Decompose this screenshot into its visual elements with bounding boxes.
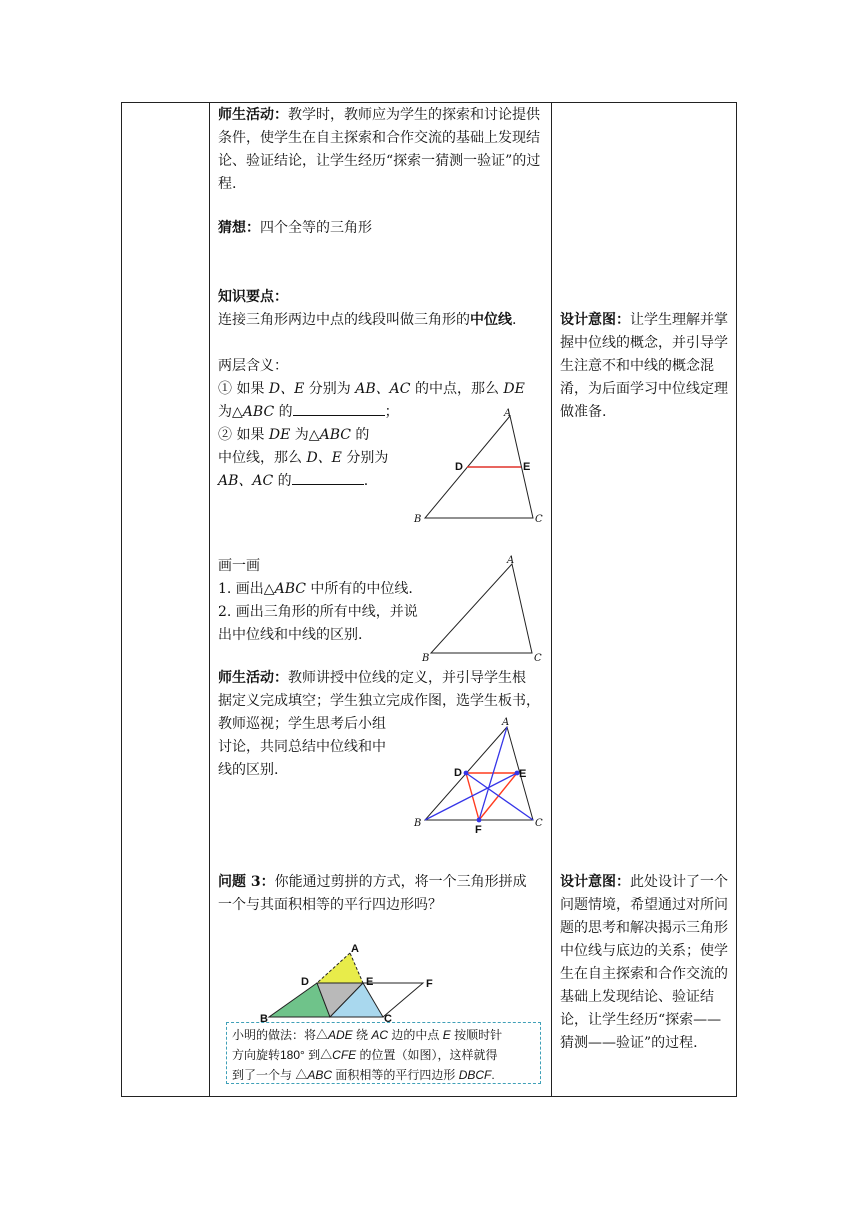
label-b: B bbox=[414, 818, 422, 829]
draw-task-2: 2. 画出三角形的所有中线，并说 出中位线和中线的区别. bbox=[218, 604, 418, 643]
label-c: C bbox=[534, 653, 542, 664]
label-e: E bbox=[366, 976, 374, 988]
label-d: D bbox=[455, 461, 463, 473]
activity-label: 师生活动： bbox=[218, 107, 288, 123]
guess-text: 四个全等的三角形 bbox=[260, 220, 372, 236]
meaning-title: 两层含义： bbox=[218, 358, 288, 374]
xiaoming-method-note: 小明的做法：将△ADE 绕 AC 边的中点 E 按顺时针 方向旋转180° 到△CFE 的位置（如图），这样就得 到了一个与 △ABC 面积相等的平行四边形 DBCF. bbox=[226, 1022, 541, 1084]
design-text: 让学生理解并掌握中位线的概念，并引导学生注意不和中线的概念混淆，为后面学习中位线定理做准备. bbox=[560, 312, 728, 420]
draw-task-1: 1. 画出△ABC 中所有的中位线. bbox=[218, 581, 413, 597]
meaning-item-2: ② 如果 DE 为△ABC 的 中位线，那么 D、E 分别为 AB、AC 的 . bbox=[218, 427, 389, 489]
draw-title: 画一画 bbox=[218, 558, 260, 574]
label-a: A bbox=[507, 555, 515, 566]
label-c: C bbox=[535, 818, 543, 829]
design-label: 设计意图： bbox=[560, 312, 630, 328]
label-a: A bbox=[351, 943, 359, 955]
figure-triangle-midline bbox=[408, 405, 548, 527]
label-b: B bbox=[414, 514, 422, 525]
design-intent-2 bbox=[560, 871, 732, 1055]
label-e: E bbox=[519, 768, 527, 780]
fill-blank-2[interactable] bbox=[292, 470, 364, 485]
label-e: E bbox=[523, 461, 531, 473]
midline-term: 中位线 bbox=[470, 312, 512, 328]
label-b: B bbox=[422, 653, 430, 664]
label-f: F bbox=[426, 978, 433, 990]
design-label: 设计意图： bbox=[560, 874, 630, 890]
knowledge-heading: 知识要点： bbox=[218, 289, 288, 305]
question-3: 问题 3：你能通过剪拼的方式，将一个三角形拼成 一个与其面积相等的平行四边形吗？ bbox=[218, 874, 527, 913]
label-a: A bbox=[504, 408, 512, 419]
column-divider-2 bbox=[551, 102, 552, 1097]
teacher-activity-1 bbox=[218, 104, 546, 196]
midline-definition: 连接三角形两边中点的线段叫做三角形的中位线. bbox=[218, 312, 517, 328]
figure-triangle-blank bbox=[418, 552, 548, 664]
fill-blank-1[interactable] bbox=[293, 401, 385, 416]
activity-text: 教学时，教师应为学生的探索和讨论提供条件，使学生在自主探索和合作交流的基础上发现结论、验证结论，让学生经历“探索一猜测一验证”的过程. bbox=[218, 107, 541, 192]
label-c: C bbox=[535, 514, 543, 525]
question-label: 问题 3： bbox=[218, 874, 275, 890]
label-b: B bbox=[260, 1013, 268, 1022]
label-a: A bbox=[502, 717, 510, 728]
label-c: C bbox=[384, 1013, 392, 1022]
design-text: 此处设计了一个问题情境，希望通过对所问题的思考和解决揭示三角形中位线与底边的关系；使学生在自主探索和合作交流的基础上发现结论、验证结论，让学生经历“探索——猜测——验证”的过程. bbox=[560, 874, 728, 1051]
guess bbox=[218, 217, 546, 240]
activity-label: 师生活动： bbox=[218, 670, 288, 686]
figure-cut-rearrange bbox=[255, 940, 445, 1022]
meaning-item-1: ① 如果 D、E 分别为 AB、AC 的中点，那么 DE 为△ABC 的 ； bbox=[218, 381, 525, 420]
design-intent-1 bbox=[560, 309, 732, 424]
teacher-activity-2: 师生活动：教师讲授中位线的定义，并引导学生根 据定义完成填空；学生独立完成作图，选学生板书， 教师巡视；学生思考后小组 讨论，共同总结中位线和中 线的区别. bbox=[218, 670, 540, 778]
label-d: D bbox=[454, 767, 462, 779]
column-divider-1 bbox=[209, 102, 210, 1097]
guess-label: 猜想： bbox=[218, 220, 260, 236]
label-d: D bbox=[301, 976, 309, 988]
figure-midlines-medians bbox=[408, 712, 548, 834]
label-f: F bbox=[475, 824, 482, 834]
